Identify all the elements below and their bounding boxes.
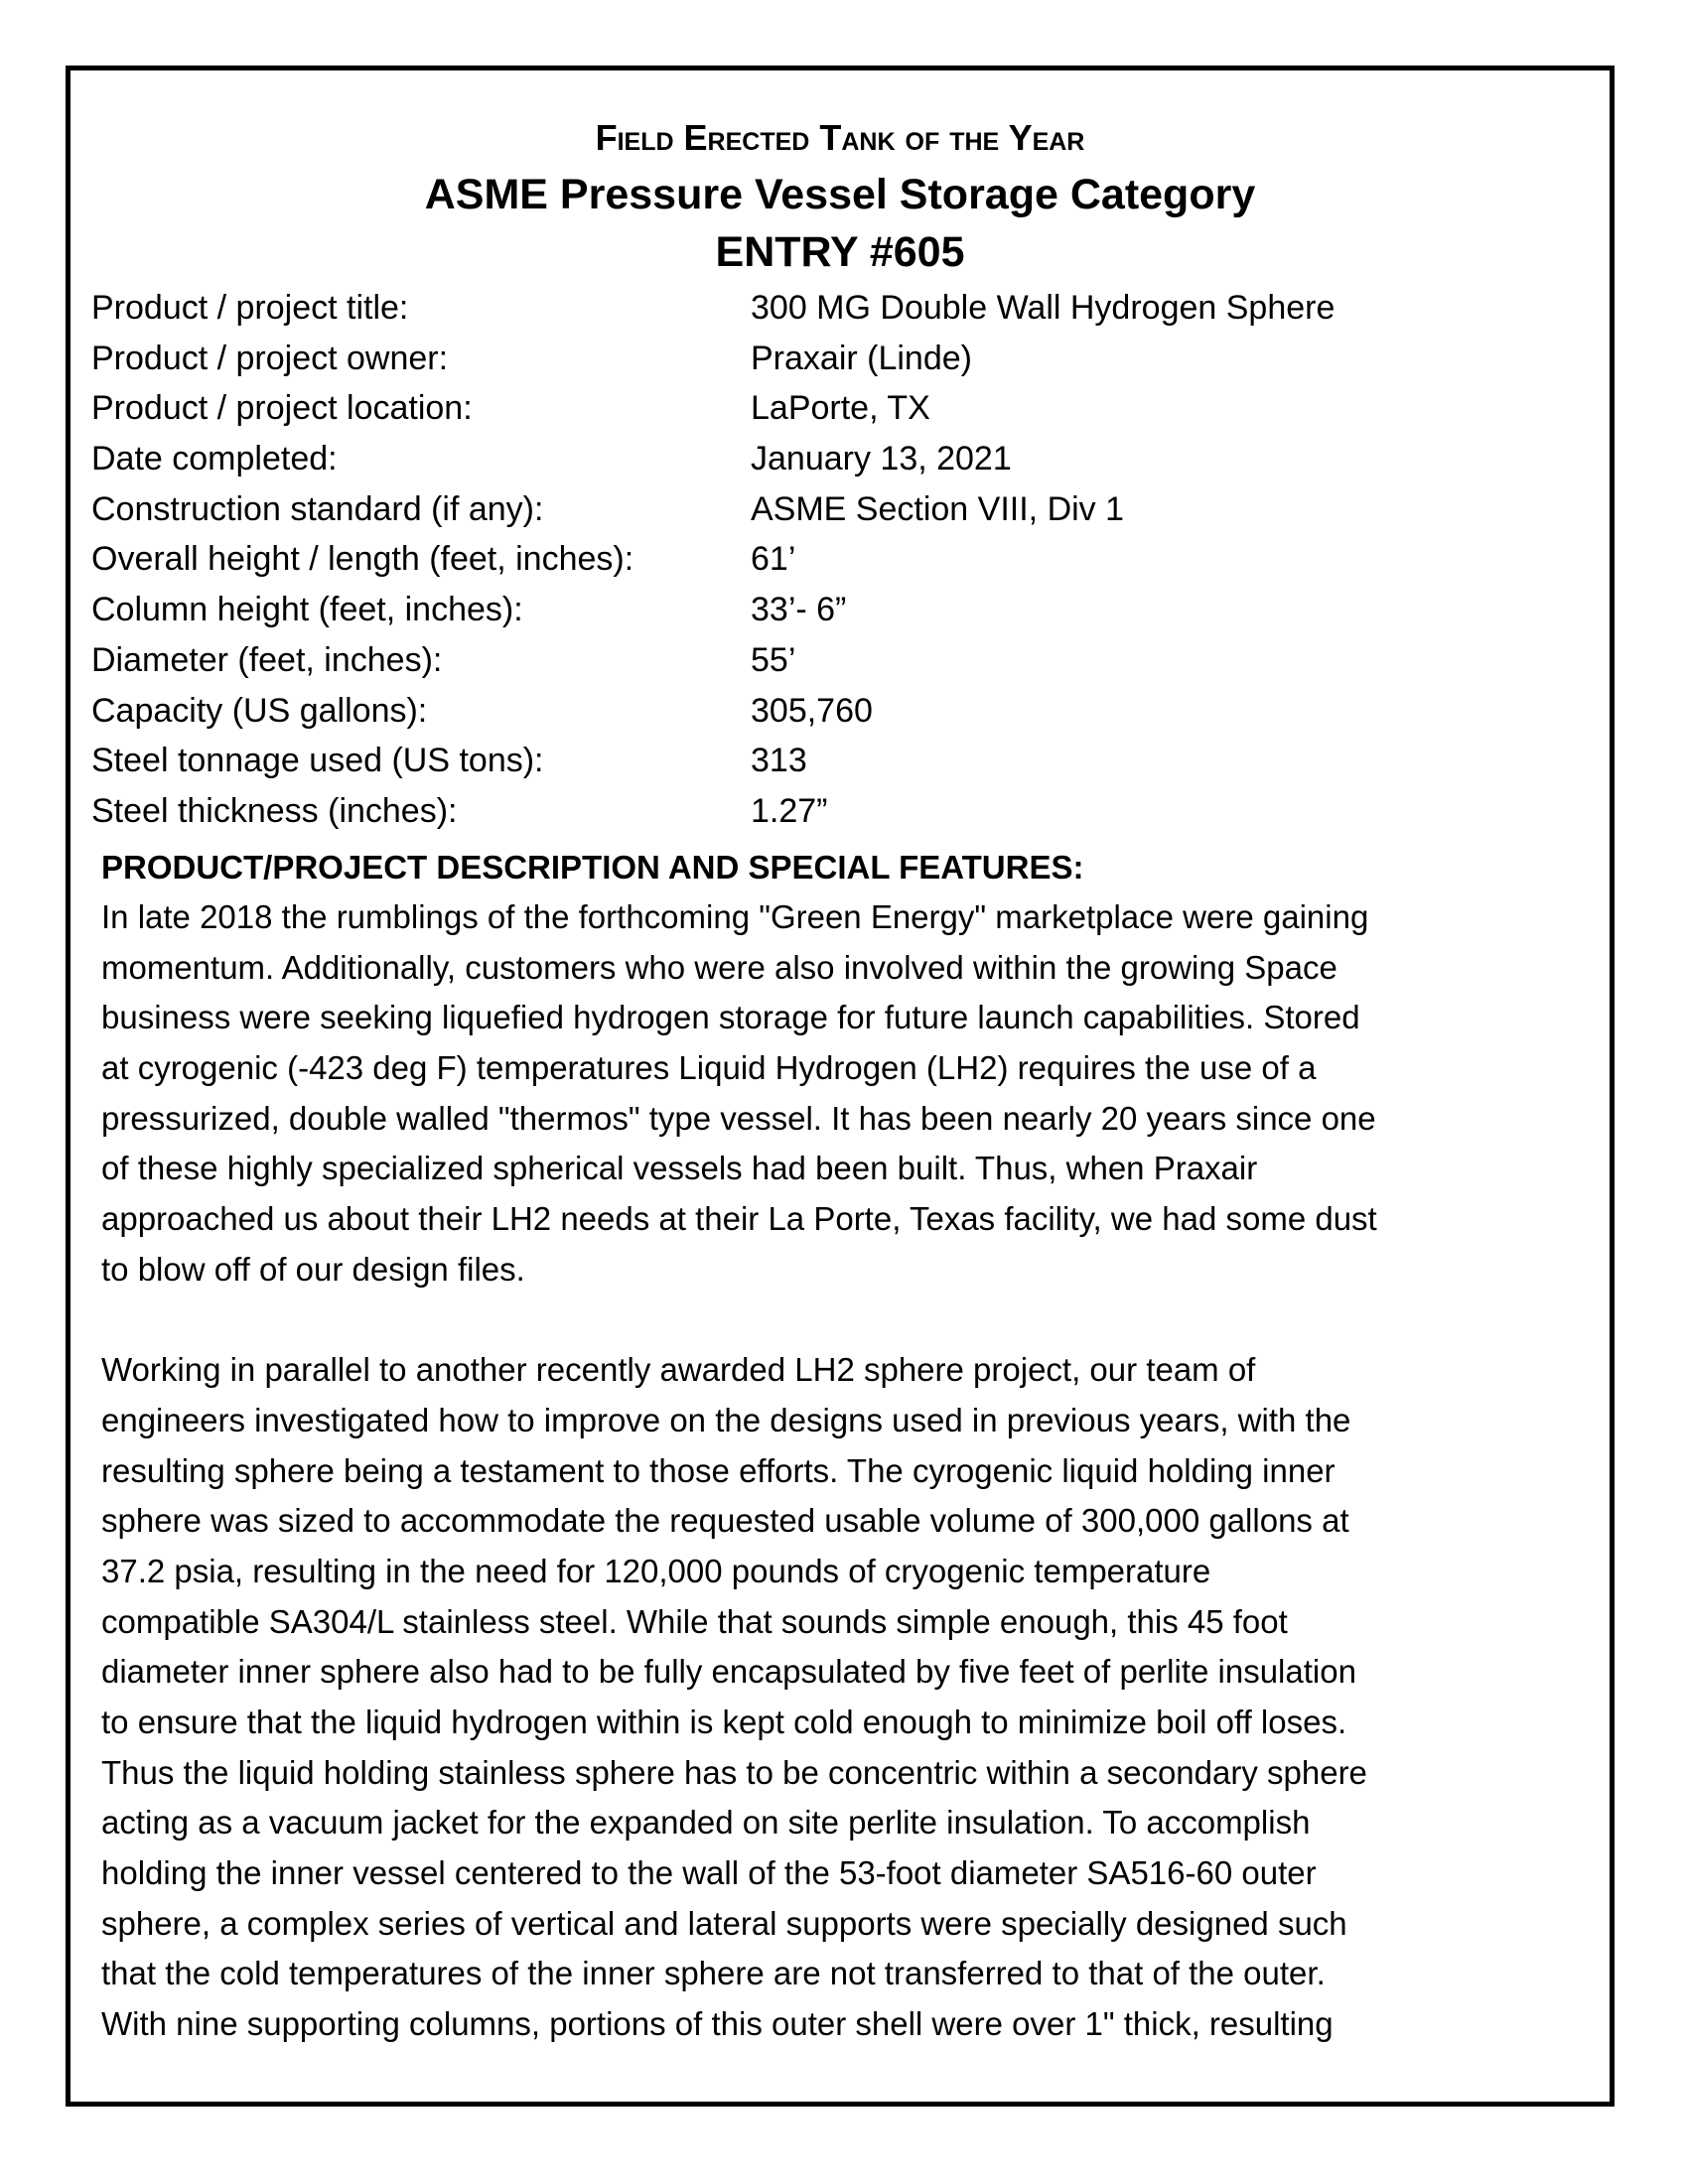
category-title: ASME Pressure Vessel Storage Category: [424, 171, 1256, 218]
paragraph-spacer: [101, 1296, 1591, 1346]
spec-row-construction-standard: [91, 484, 1581, 535]
page-border: [66, 66, 1615, 2107]
spec-label: Product / project title:: [91, 289, 409, 327]
spec-label: Overall height / length (feet, inches):: [91, 540, 634, 579]
spec-value: 305,760: [751, 691, 873, 730]
project-description: [101, 843, 1591, 2050]
paragraph-line: momentum. Additionally, customers who were also involved within the growing Space: [101, 948, 1337, 986]
spec-value: 33’- 6”: [751, 591, 847, 629]
spec-label: Product / project owner:: [91, 339, 449, 377]
spec-label: Product / project location:: [91, 389, 473, 428]
spec-label: Construction standard (if any):: [91, 489, 544, 528]
spec-row-capacity: [91, 686, 1581, 737]
spec-row-title: [91, 283, 1581, 334]
paragraph-line: resulting sphere being a testament to those efforts. The cyrogenic liquid holding inner: [101, 1451, 1336, 1489]
award-title: Field Erected Tank of the Year: [595, 117, 1085, 158]
paragraph-line: With nine supporting columns, portions of this outer shell were over 1" thick, resulting: [101, 2005, 1334, 2043]
spec-label: Steel tonnage used (US tons):: [91, 742, 544, 780]
spec-row-steel-thickness: [91, 786, 1581, 837]
paragraph-line: that the cold temperatures of the inner sphere are not transferred to that of the outer.: [101, 1955, 1326, 1992]
paragraph-line: holding the inner vessel centered to the wall of the 53-foot diameter SA516-60 outer: [101, 1854, 1317, 1892]
paragraph-line: In late 2018 the rumblings of the forthcoming "Green Energy" marketplace were gaining: [101, 898, 1369, 935]
paragraph-line: acting as a vacuum jacket for the expanded on site perlite insulation. To accomplish: [101, 1804, 1311, 1842]
spec-label: Capacity (US gallons):: [91, 691, 428, 730]
spec-value: LaPorte, TX: [751, 389, 930, 428]
description-paragraph-2: [101, 1345, 1591, 2050]
paragraph-line: at cyrogenic (-423 deg F) temperatures Liquid Hydrogen (LH2) requires the use of a: [101, 1049, 1317, 1087]
spec-value: 61’: [751, 540, 796, 579]
paragraph-line: approached us about their LH2 needs at their La Porte, Texas facility, we had some dust: [101, 1200, 1377, 1238]
paragraph-line: to ensure that the liquid hydrogen within is kept cold enough to minimize boil off loses.: [101, 1704, 1347, 1740]
spec-row-overall-height: [91, 534, 1581, 585]
entry-number: ENTRY #605: [715, 228, 965, 276]
spec-row-location: [91, 383, 1581, 434]
spec-label: Date completed:: [91, 440, 338, 478]
spec-row-steel-tonnage: [91, 736, 1581, 786]
paragraph-line: to blow off of our design files.: [101, 1250, 525, 1288]
spec-row-owner: [91, 334, 1581, 384]
paragraph-line: of these highly specialized spherical vessels had been built. Thus, when Praxair: [101, 1150, 1258, 1187]
spec-value: 300 MG Double Wall Hydrogen Sphere: [751, 289, 1336, 327]
paragraph-line: pressurized, double walled "thermos" type vessel. It has been nearly 20 years since one: [101, 1099, 1376, 1137]
paragraph-line: engineers investigated how to improve on the designs used in previous years, with the: [101, 1401, 1351, 1438]
paragraph-line: diameter inner sphere also had to be fully encapsulated by five feet of perlite insulation: [101, 1653, 1356, 1691]
paragraph-line: Thus the liquid holding stainless sphere has to be concentric within a secondary sphere: [101, 1753, 1367, 1791]
paragraph-line: compatible SA304/L stainless steel. While that sounds simple enough, this 45 foot: [101, 1602, 1288, 1640]
spec-value: 313: [751, 742, 807, 780]
spec-value: 55’: [751, 640, 796, 679]
spec-label: Steel thickness (inches):: [91, 791, 458, 830]
spec-value: Praxair (Linde): [751, 339, 972, 377]
spec-value: 1.27”: [751, 791, 828, 830]
description-heading: PRODUCT/PROJECT DESCRIPTION AND SPECIAL FEATURES:: [101, 849, 1084, 886]
paragraph-line: business were seeking liquefied hydrogen storage for future launch capabilities. Stored: [101, 999, 1360, 1036]
paragraph-line: sphere was sized to accommodate the requested usable volume of 300,000 gallons at: [101, 1502, 1349, 1540]
paragraph-line: Working in parallel to another recently awarded LH2 sphere project, our team of: [101, 1351, 1256, 1389]
project-specs: [91, 283, 1581, 837]
spec-value: January 13, 2021: [751, 440, 1012, 478]
spec-value: ASME Section VIII, Div 1: [751, 489, 1125, 528]
spec-row-diameter: [91, 635, 1581, 686]
spec-row-column-height: [91, 585, 1581, 635]
paragraph-line: 37.2 psia, resulting in the need for 120,000 pounds of cryogenic temperature: [101, 1552, 1211, 1589]
entry-header: [70, 110, 1610, 281]
paragraph-line: sphere, a complex series of vertical and lateral supports were specially designed such: [101, 1904, 1347, 1942]
spec-label: Column height (feet, inches):: [91, 591, 523, 629]
spec-row-date-completed: [91, 434, 1581, 484]
description-paragraph-1: [101, 892, 1591, 1296]
spec-label: Diameter (feet, inches):: [91, 640, 443, 679]
